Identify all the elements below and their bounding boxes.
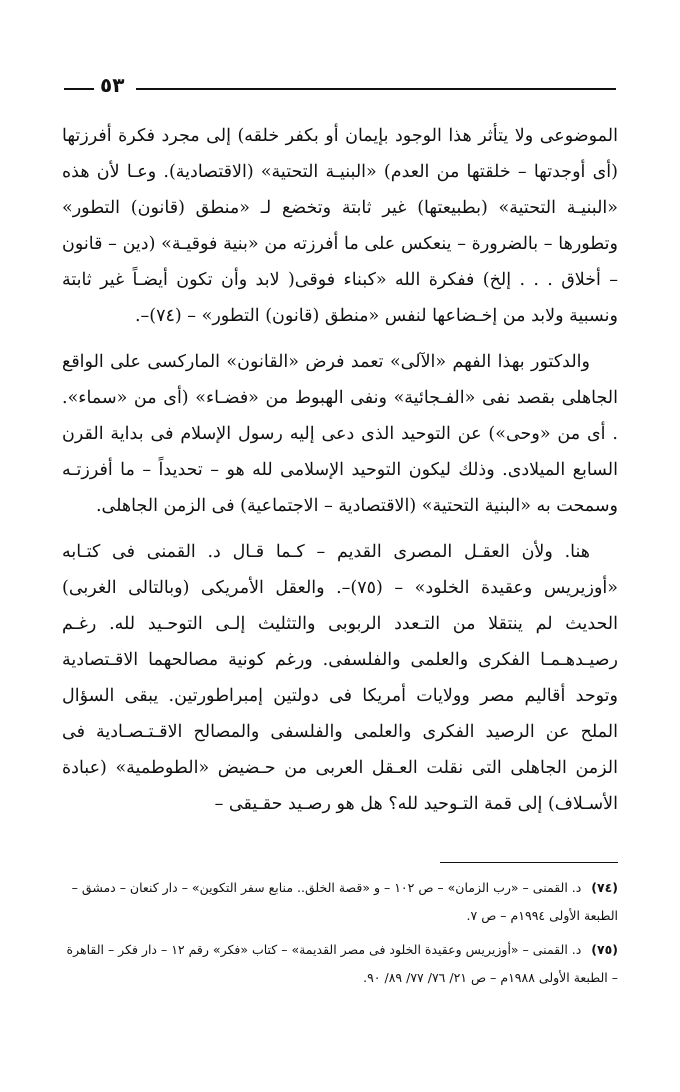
paragraph: هنا. ولأن العقـل المصرى القديم – كـما قـال د. القمنى فى كتـابه «أوزيريس وعقيدة الخلود» – (٧٥)–. والعقل الأمريكى (وبالتالى الغربى) الحديث لم ينتقلا من التـعدد الربوبى والتثليث إلـى التوحـيد لله. رغـم رصيـدهـمـا الفكرى والعلمى والفلسفى. ورغم كونية مصالحهما الاقـتصادية وتوحد أقاليم مصر وولايات أمريكا فى دولتين إمبراطورتين. يبقى السؤال الملح عن الرصيد الفكرى والعلمى والفلسفى والمصالح الاقـتـصـادية فى الزمن الجاهلى التى نقلت العـقل العربى من حـضيض «الطوطمية» (عبادة الأسـلاف) إلى قمة التـوحيد لله؟ هل هو رصـيد حقـيقى –: [62, 542, 618, 814]
footnote-text: د. القمنى – «رب الزمان» – ص ١٠٢ – و «قصة الخلق.. منابع سفر التكوين» – دار كنعان – دمشق – الطبعة الأولى ١٩٩٤م – ص ٧.: [71, 880, 618, 923]
header-rule: [136, 88, 616, 90]
footnote-74: [64, 874, 618, 930]
footnote-divider: [440, 862, 618, 863]
footnote-number: (٧٥): [591, 942, 618, 957]
body-text: [62, 118, 618, 832]
footnotes: [64, 874, 618, 998]
paragraph: الموضوعى ولا يتأثر هذا الوجود بإيمان أو بكفر خلقه) إلى مجرد فكرة أفرزتها (أى أوجدتها – خلقتها من العدم) «البنيـة التحتية» (الاقتصادية). وعـا لأن هذه «البنيـة التحتية» (بطبيعتها) غير ثابتة وتخضع لـ «منطق (قانون) التطور» وتطورها – بالضرورة – ينعكس على ما أفرزته من «بنية فوقيـة» (دين – قانون – أخلاق . . . إلخ) ففكرة الله «كبناء فوقى( لابد وأن تكون أيضـاً غير ثابتة ونسبية ولابد من إخـضاعها لنفس «منطق (قانون) التطور» – (٧٤)–.: [62, 126, 618, 326]
footnote-number: (٧٤): [591, 880, 618, 895]
header-rule-short: [64, 88, 94, 90]
paragraph: والدكتور بهذا الفهم «الآلى» تعمد فرض «القانون» الماركسى على الواقع الجاهلى بقصد نفى «الفـجائية» ونفى الهبوط من «فضـاء» (أى من «سماء». . أى من «وحى») عن التوحيد الذى دعى إليه رسول الإسلام فى بداية القرن السابع الميلادى. وذلك ليكون التوحيد الإسلامى لله هو – تحديداً – ما أفرزتـه وسمحت به «البنية التحتية» (الاقتصادية – الاجتماعية) فى الزمن الجاهلى.: [62, 352, 618, 516]
footnote-75: [64, 936, 618, 992]
page-header: [64, 72, 616, 102]
footnote-text: د. القمنى – «أوزيريس وعقيدة الخلود فى مصر القديمة» – كتاب «فكر» رقم ١٢ – دار فكر – القاهرة – الطبعة الأولى ١٩٨٨م – ص ٢١/ ٧٦/ ٧٧/ ٨٩/ ٩٠.: [66, 942, 618, 985]
page-number: ٥٣: [100, 73, 125, 97]
